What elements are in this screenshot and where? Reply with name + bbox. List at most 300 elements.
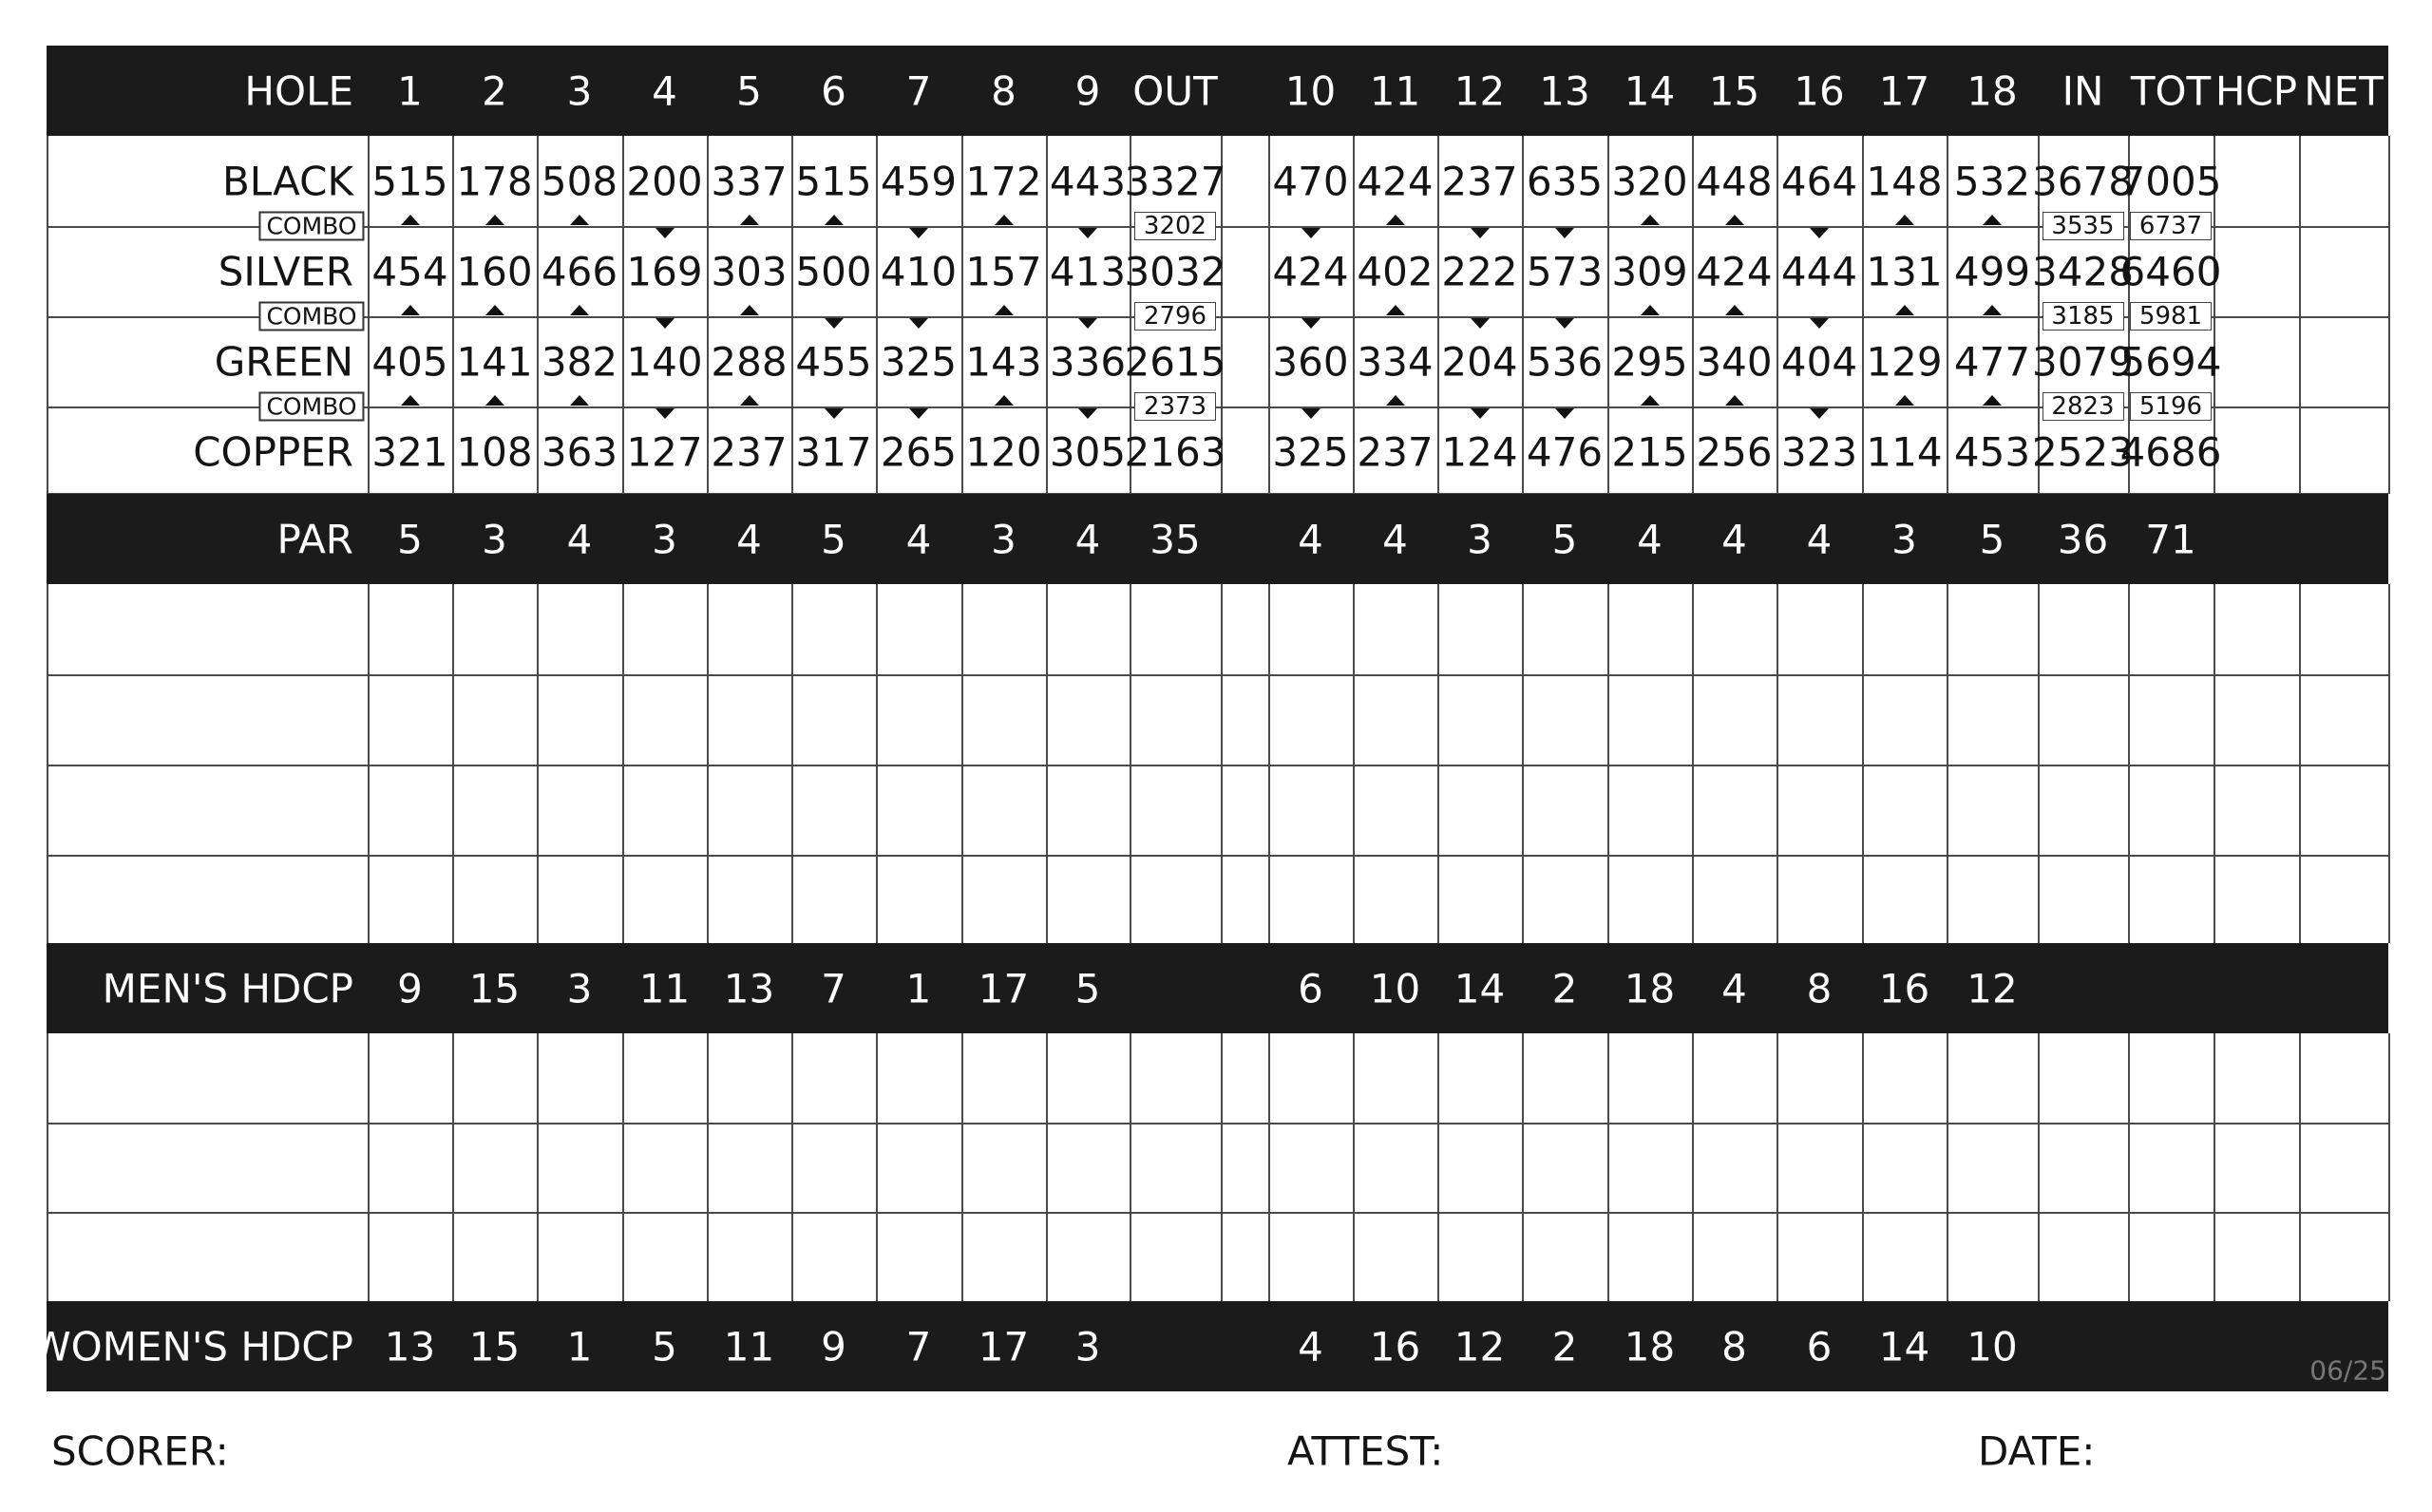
grid-line [1862, 1033, 1864, 1301]
grid-line [47, 406, 2388, 408]
hole-number: 5 [736, 67, 762, 114]
combo-out: 2796 [1134, 302, 1216, 331]
yardage: 129 [1866, 338, 1943, 385]
arrow-down-icon [1471, 228, 1490, 238]
arrow-up-icon [485, 215, 504, 225]
grid-line [1268, 136, 1270, 494]
yardage: 124 [1441, 428, 1518, 475]
arrow-down-icon [909, 408, 928, 419]
mens-hdcp-label: MEN'S HDCP [102, 965, 353, 1011]
yardage: 320 [1611, 158, 1688, 204]
grid-line [452, 136, 454, 494]
grid-line [1437, 1033, 1439, 1301]
grid-line [47, 136, 48, 494]
total-yardage: 4686 [2119, 428, 2222, 475]
grid-line [47, 855, 2388, 857]
hole-number: 8 [991, 67, 1016, 114]
grid-line [1776, 584, 1778, 943]
arrow-down-icon [1555, 228, 1574, 238]
par-value: 4 [1637, 516, 1662, 562]
yardage: 455 [795, 338, 872, 385]
womens-hdcp-value: 11 [723, 1323, 775, 1370]
yardage: 178 [456, 158, 533, 204]
grid-line [47, 765, 2388, 766]
grid-line [1947, 1033, 1948, 1301]
par-value: 5 [821, 516, 846, 562]
grid-line [707, 1033, 709, 1301]
mens-hdcp-value: 6 [1298, 965, 1323, 1011]
combo-tot: 6737 [2130, 212, 2212, 240]
arrow-up-icon [740, 395, 759, 406]
grid-line [791, 136, 793, 494]
yardage: 453 [1953, 428, 2031, 475]
yardage: 200 [626, 158, 703, 204]
par-value: 4 [566, 516, 593, 562]
yardage: 477 [1953, 338, 2031, 385]
yardage: 413 [1049, 248, 1127, 294]
mens-hdcp-value: 1 [905, 965, 932, 1011]
yardage: 222 [1441, 248, 1518, 294]
yardage: 108 [456, 428, 533, 475]
hole-number: 2 [482, 67, 507, 114]
yardage: 404 [1780, 338, 1858, 385]
hole-number: 12 [1454, 67, 1506, 114]
mens-hdcp-value: 16 [1878, 965, 1930, 1011]
grid-line [47, 584, 48, 943]
hole-number: 16 [1794, 67, 1845, 114]
arrow-up-icon [401, 215, 420, 225]
arrow-up-icon [570, 215, 589, 225]
par-value: 3 [991, 516, 1016, 562]
arrow-down-icon [1471, 408, 1490, 419]
grid-line [452, 584, 454, 943]
yardage: 114 [1866, 428, 1943, 475]
arrow-up-icon [1641, 215, 1660, 225]
grid-line [537, 584, 539, 943]
yardage: 444 [1780, 248, 1858, 294]
yardage: 515 [795, 158, 872, 204]
arrow-down-icon [1810, 408, 1829, 419]
grid-line [961, 1033, 963, 1301]
arrow-up-icon [1725, 215, 1744, 225]
yardage: 204 [1441, 338, 1518, 385]
mens-hdcp-value: 8 [1806, 965, 1833, 1011]
yardage: 448 [1696, 158, 1773, 204]
grid-line [1221, 584, 1223, 943]
hole-number: 9 [1074, 67, 1101, 114]
grid-line [1353, 1033, 1355, 1301]
out-total: 2163 [1124, 428, 1226, 475]
par-value: 4 [736, 516, 762, 562]
grid-line [1268, 1033, 1270, 1301]
arrow-down-icon [909, 228, 928, 238]
in-total: 2523 [2032, 428, 2134, 475]
arrow-up-icon [1895, 215, 1914, 225]
scorer-label: SCORER: [51, 1427, 229, 1475]
par-value: 5 [397, 516, 423, 562]
yardage: 295 [1611, 338, 1688, 385]
womens-hdcp-value: 18 [1624, 1323, 1676, 1370]
womens-hdcp-value: 17 [978, 1323, 1030, 1370]
par-value: 3 [1891, 516, 1917, 562]
grid-line [961, 584, 963, 943]
in-label: IN [2062, 67, 2104, 114]
grid-line [2299, 584, 2301, 943]
total-yardage: 7005 [2119, 158, 2222, 204]
hole-number: 18 [1966, 67, 2018, 114]
combo-out: 3202 [1134, 212, 1216, 240]
mens-hdcp-value: 18 [1624, 965, 1676, 1011]
out-label: OUT [1132, 67, 1218, 114]
grid-line [1692, 1033, 1694, 1301]
version-label: 06/25 [2309, 1354, 2386, 1387]
womens-hdcp-value: 4 [1298, 1323, 1323, 1370]
arrow-down-icon [1302, 318, 1320, 329]
arrow-up-icon [570, 395, 589, 406]
hole-number: 11 [1369, 67, 1421, 114]
tee-name: COPPER [193, 428, 353, 475]
mens-hdcp-value: 2 [1551, 965, 1578, 1011]
grid-line [1607, 1033, 1609, 1301]
arrow-up-icon [1641, 305, 1660, 315]
grid-line [1947, 584, 1948, 943]
grid-line [1776, 1033, 1778, 1301]
yardage: 237 [1441, 158, 1518, 204]
womens-hdcp-value: 1 [566, 1323, 593, 1370]
par-value: 4 [1806, 516, 1833, 562]
womens-hdcp-value: 9 [821, 1323, 846, 1370]
in-total: 3428 [2032, 248, 2134, 294]
yardage: 237 [711, 428, 788, 475]
tot-label: TOT [2130, 67, 2212, 114]
yardage: 140 [626, 338, 703, 385]
yardage: 309 [1611, 248, 1688, 294]
grid-line [47, 1123, 2388, 1125]
grid-line [47, 226, 2388, 228]
arrow-up-icon [485, 395, 504, 406]
arrow-up-icon [740, 305, 759, 315]
arrow-up-icon [1983, 305, 2002, 315]
in-total: 3678 [2032, 158, 2134, 204]
arrow-down-icon [1078, 408, 1097, 419]
yardage: 499 [1953, 248, 2031, 294]
hcp-label: HCP [2214, 67, 2298, 114]
womens-hdcp-label: WOMEN'S HDCP [31, 1323, 353, 1370]
grid-line [1046, 1033, 1048, 1301]
mens-hdcp-value: 5 [1074, 965, 1101, 1011]
grid-line [1522, 136, 1524, 494]
grid-line [1130, 1033, 1131, 1301]
arrow-up-icon [1895, 305, 1914, 315]
yardage: 334 [1357, 338, 1434, 385]
grid-line [452, 1033, 454, 1301]
grid-line [961, 136, 963, 494]
mens-hdcp-value: 10 [1369, 965, 1421, 1011]
arrow-up-icon [1983, 395, 2002, 406]
hole-number: 14 [1624, 67, 1676, 114]
arrow-up-icon [401, 305, 420, 315]
par-value: 4 [1382, 516, 1408, 562]
arrow-down-icon [1810, 318, 1829, 329]
arrow-up-icon [1386, 305, 1405, 315]
grid-line [791, 1033, 793, 1301]
arrow-up-icon [1725, 305, 1744, 315]
par-value: 3 [652, 516, 677, 562]
grid-line [876, 584, 878, 943]
grid-line [537, 1033, 539, 1301]
hole-number: 13 [1539, 67, 1590, 114]
grid-line [47, 674, 2388, 676]
arrow-up-icon [995, 305, 1014, 315]
yardage: 508 [541, 158, 618, 204]
out-total: 3032 [1124, 248, 1226, 294]
yardage: 424 [1357, 158, 1434, 204]
yardage: 172 [965, 158, 1042, 204]
arrow-down-icon [825, 408, 844, 419]
combo-label: COMBO [258, 392, 364, 422]
grid-line [47, 1212, 2388, 1214]
arrow-up-icon [1725, 395, 1744, 406]
par-value: 4 [1298, 516, 1323, 562]
yardage: 303 [711, 248, 788, 294]
arrow-up-icon [570, 305, 589, 315]
arrow-down-icon [1078, 318, 1097, 329]
arrow-up-icon [995, 215, 1014, 225]
mens-hdcp-value: 17 [978, 965, 1030, 1011]
grid-line [2388, 1033, 2390, 1301]
arrow-down-icon [1302, 228, 1320, 238]
yardage: 635 [1526, 158, 1604, 204]
mens-hdcp-value: 3 [566, 965, 593, 1011]
grid-line [2214, 1033, 2215, 1301]
grid-line [1862, 584, 1864, 943]
in-total: 3079 [2032, 338, 2134, 385]
grid-line [707, 584, 709, 943]
grid-line [876, 1033, 878, 1301]
womens-hdcp-value: 5 [652, 1323, 677, 1370]
grid-line [1862, 136, 1864, 494]
arrow-down-icon [1471, 318, 1490, 329]
yardage: 120 [965, 428, 1042, 475]
grid-line [368, 136, 370, 494]
yardage: 410 [880, 248, 958, 294]
yardage: 470 [1272, 158, 1349, 204]
grid-line [2214, 584, 2215, 943]
yardage: 157 [965, 248, 1042, 294]
yardage: 573 [1526, 248, 1604, 294]
combo-in: 2823 [2042, 392, 2124, 421]
hole-number: 3 [566, 67, 593, 114]
par-tot: 71 [2145, 516, 2196, 562]
mens-hdcp-value: 7 [821, 965, 846, 1011]
grid-line [1776, 136, 1778, 494]
grid-line [1268, 584, 1270, 943]
combo-in: 3185 [2042, 302, 2124, 331]
grid-line [1522, 584, 1524, 943]
grid-line [368, 584, 370, 943]
hole-number: 10 [1284, 67, 1337, 114]
par-label: PAR [276, 516, 353, 562]
yardage: 323 [1780, 428, 1858, 475]
grid-line [2388, 136, 2390, 494]
par-value: 3 [1467, 516, 1492, 562]
grid-line [47, 1033, 48, 1301]
par-value: 5 [1551, 516, 1578, 562]
grid-line [1221, 1033, 1223, 1301]
out-total: 3327 [1124, 158, 1226, 204]
arrow-up-icon [1386, 215, 1405, 225]
grid-line [1947, 136, 1948, 494]
yardage: 532 [1953, 158, 2031, 204]
yardage: 215 [1611, 428, 1688, 475]
grid-line [1046, 584, 1048, 943]
arrow-down-icon [656, 228, 674, 238]
hole-number: 15 [1708, 67, 1760, 114]
tee-name: GREEN [214, 338, 353, 385]
grid-line [622, 136, 624, 494]
grid-line [622, 584, 624, 943]
yardage: 141 [456, 338, 533, 385]
yardage: 148 [1866, 158, 1943, 204]
yardage: 459 [880, 158, 958, 204]
yardage: 336 [1049, 338, 1127, 385]
grid-line [537, 136, 539, 494]
combo-label: COMBO [258, 212, 364, 241]
par-value: 4 [1074, 516, 1101, 562]
yardage: 169 [626, 248, 703, 294]
grid-line [791, 584, 793, 943]
arrow-up-icon [825, 215, 844, 225]
grid-line [2038, 584, 2040, 943]
hole-label: HOLE [244, 67, 353, 114]
out-total: 2615 [1124, 338, 1226, 385]
arrow-up-icon [995, 395, 1014, 406]
combo-tot: 5981 [2130, 302, 2212, 331]
arrow-down-icon [656, 408, 674, 419]
combo-label: COMBO [258, 302, 364, 331]
yardage: 127 [626, 428, 703, 475]
arrow-up-icon [1983, 215, 2002, 225]
womens-hdcp-value: 14 [1878, 1323, 1930, 1370]
grid-line [1437, 136, 1439, 494]
yardage: 237 [1357, 428, 1434, 475]
grid-line [1353, 584, 1355, 943]
tee-name: SILVER [218, 248, 353, 294]
yardage: 143 [965, 338, 1042, 385]
arrow-up-icon [401, 395, 420, 406]
mens-hdcp-value: 13 [723, 965, 775, 1011]
grid-line [1692, 136, 1694, 494]
arrow-down-icon [1555, 318, 1574, 329]
grid-line [1437, 584, 1439, 943]
womens-hdcp-value: 13 [384, 1323, 436, 1370]
yardage: 500 [795, 248, 872, 294]
mens-hdcp-value: 15 [468, 965, 521, 1011]
hole-number: 17 [1878, 67, 1930, 114]
womens-hdcp-value: 7 [905, 1323, 932, 1370]
womens-hdcp-value: 6 [1806, 1323, 1833, 1370]
arrow-up-icon [1386, 395, 1405, 406]
grid-line [1130, 584, 1131, 943]
grid-line [1607, 136, 1609, 494]
par-out: 35 [1150, 516, 1201, 562]
hole-number: 1 [397, 67, 423, 114]
grid-line [2299, 1033, 2301, 1301]
grid-line [2299, 136, 2301, 494]
tee-name: BLACK [221, 158, 353, 204]
yardage: 402 [1357, 248, 1434, 294]
grid-line [1607, 584, 1609, 943]
yardage: 382 [541, 338, 618, 385]
yardage: 464 [1780, 158, 1858, 204]
mens-hdcp-value: 4 [1721, 965, 1747, 1011]
yardage: 536 [1526, 338, 1604, 385]
arrow-down-icon [1078, 228, 1097, 238]
grid-line [2128, 584, 2130, 943]
arrow-up-icon [1895, 395, 1914, 406]
hole-number: 7 [905, 67, 932, 114]
yardage: 305 [1049, 428, 1127, 475]
par-value: 3 [482, 516, 507, 562]
grid-line [622, 1033, 624, 1301]
yardage: 515 [371, 158, 448, 204]
yardage: 131 [1866, 248, 1943, 294]
womens-hdcp-value: 3 [1074, 1323, 1101, 1370]
yardage: 325 [880, 338, 958, 385]
womens-hdcp-value: 15 [468, 1323, 521, 1370]
yardage: 317 [795, 428, 872, 475]
yardage: 424 [1696, 248, 1773, 294]
yardage: 337 [711, 158, 788, 204]
yardage: 424 [1272, 248, 1349, 294]
mens-hdcp-value: 14 [1454, 965, 1506, 1011]
mens-hdcp-value: 12 [1966, 965, 2018, 1011]
yardage: 476 [1526, 428, 1604, 475]
grid-line [876, 136, 878, 494]
grid-line [1692, 584, 1694, 943]
hole-number: 6 [821, 67, 846, 114]
yardage: 405 [371, 338, 448, 385]
womens-hdcp-value: 12 [1454, 1323, 1506, 1370]
combo-out: 2373 [1134, 392, 1216, 421]
grid-line [2128, 1033, 2130, 1301]
grid-line [2388, 584, 2390, 943]
par-value: 5 [1979, 516, 2005, 562]
net-label: NET [2304, 67, 2384, 114]
grid-line [2038, 1033, 2040, 1301]
mens-hdcp-value: 9 [397, 965, 423, 1011]
yardage: 454 [371, 248, 448, 294]
arrow-down-icon [825, 318, 844, 329]
arrow-up-icon [1641, 395, 1660, 406]
par-in: 36 [2057, 516, 2109, 562]
yardage: 321 [371, 428, 448, 475]
arrow-down-icon [1810, 228, 1829, 238]
attest-label: ATTEST: [1287, 1427, 1444, 1475]
total-yardage: 5694 [2119, 338, 2222, 385]
yardage: 160 [456, 248, 533, 294]
grid-line [1046, 136, 1048, 494]
grid-line [1353, 136, 1355, 494]
combo-tot: 5196 [2130, 392, 2212, 421]
yardage: 340 [1696, 338, 1773, 385]
womens-hdcp-value: 16 [1369, 1323, 1421, 1370]
arrow-down-icon [656, 318, 674, 329]
yardage: 443 [1049, 158, 1127, 204]
yardage: 325 [1272, 428, 1349, 475]
arrow-up-icon [740, 215, 759, 225]
grid-line [707, 136, 709, 494]
